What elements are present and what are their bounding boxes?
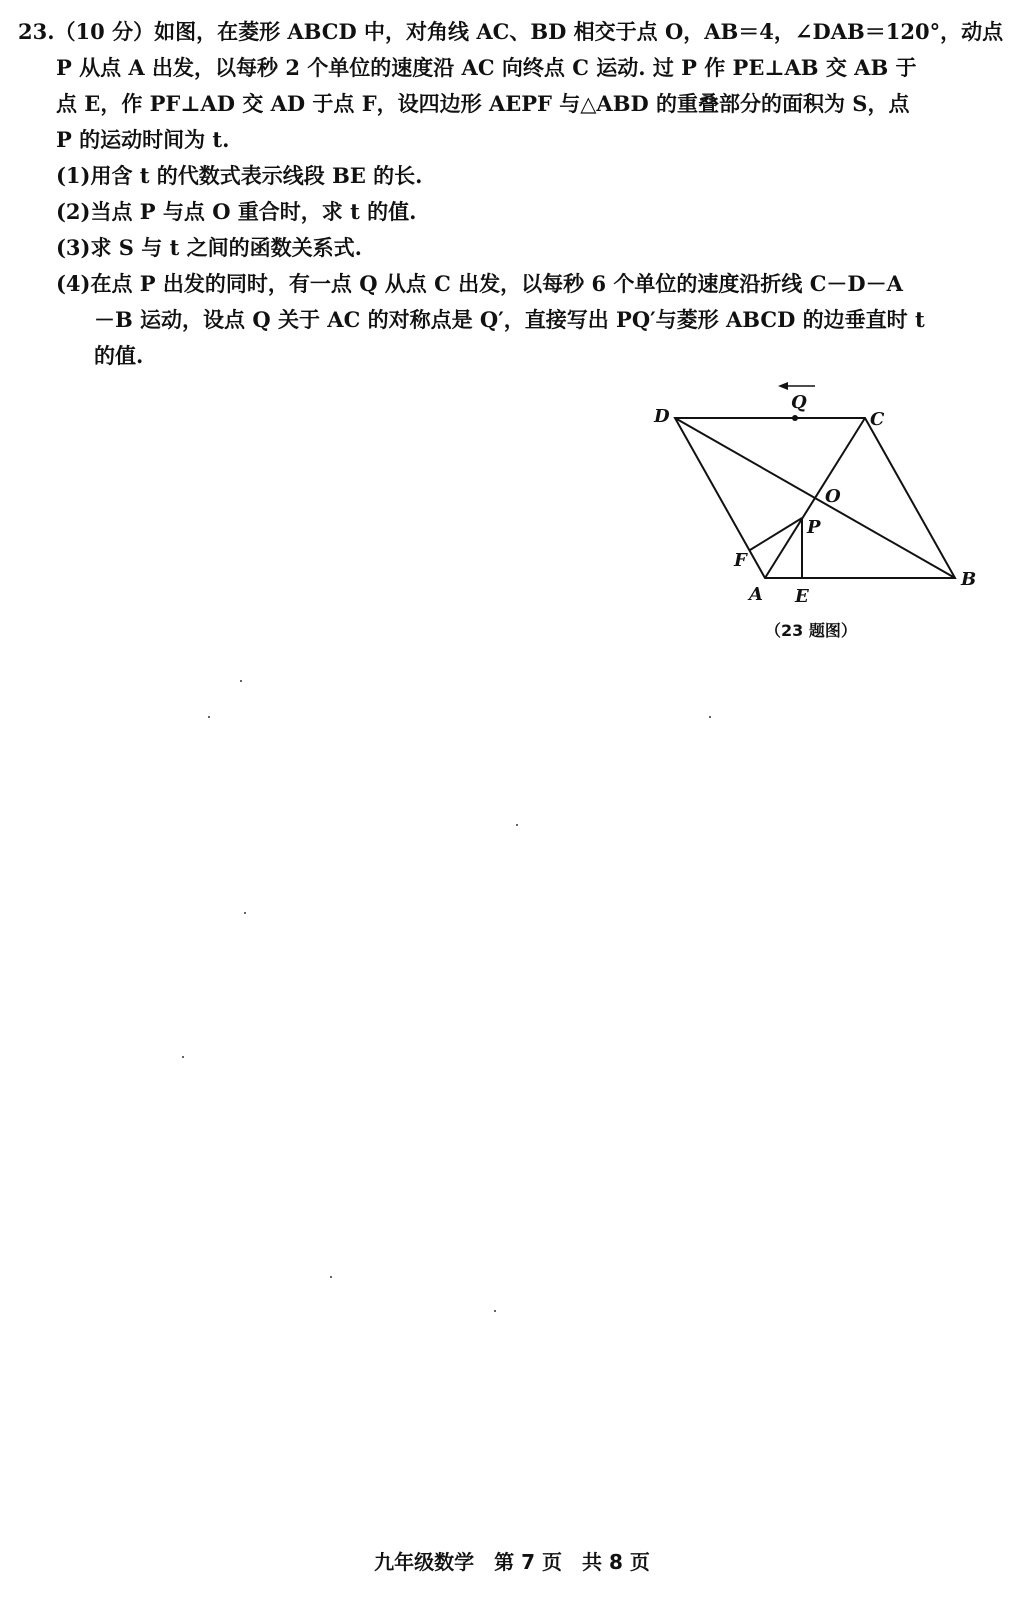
scan-speck [182, 1056, 184, 1058]
label-q: Q [791, 392, 807, 413]
part-1: (1)用含 t 的代数式表示线段 BE 的长. [56, 163, 423, 188]
label-d: D [654, 406, 670, 427]
scan-speck [330, 1276, 332, 1278]
label-p: P [807, 517, 821, 538]
scan-speck [208, 716, 210, 718]
problem-line-2: P 从点 A 出发，以每秒 2 个单位的速度沿 AC 向终点 C 运动. 过 P 作 PE⊥AB 交 AB 于 [56, 55, 917, 80]
label-c: C [870, 409, 885, 430]
figure-caption: （23 题图） [765, 621, 857, 640]
arrow-head [778, 382, 788, 390]
part-4-line-2: －B 运动，设点 Q 关于 AC 的对称点是 Q′，直接写出 PQ′与菱形 ABCD 的边垂直时 t [94, 307, 925, 332]
scan-speck [240, 680, 242, 682]
label-o: O [825, 486, 841, 507]
segment-pf [750, 518, 802, 550]
part-4-line-1: (4)在点 P 出发的同时，有一点 Q 从点 C 出发，以每秒 6 个单位的速度沿折线 C－D－A [56, 271, 903, 296]
problem-text [18, 14, 1008, 374]
scan-speck [516, 824, 518, 826]
problem-line-4: P 的运动时间为 t. [56, 127, 230, 152]
part-4-line-3: 的值. [94, 343, 144, 368]
problem-line-3: 点 E，作 PF⊥AD 交 AD 于点 F，设四边形 AEPF 与△ABD 的重叠部分的面积为 S，点 [56, 91, 910, 116]
label-b: B [961, 569, 977, 590]
problem-line-1: 23.（10 分）如图，在菱形 ABCD 中，对角线 AC、BD 相交于点 O，AB＝4，∠DAB＝120°，动点 [18, 19, 1004, 44]
part-3: (3)求 S 与 t 之间的函数关系式. [56, 235, 362, 260]
scan-speck [494, 1310, 496, 1312]
scan-speck [709, 716, 711, 718]
rhombus-diagram [650, 378, 990, 618]
scan-speck [244, 912, 246, 914]
rhombus-figure [650, 378, 990, 618]
label-f: F [734, 550, 747, 571]
label-e: E [795, 586, 809, 607]
label-a: A [749, 584, 763, 605]
diagonal-ac [765, 418, 865, 578]
part-2: (2)当点 P 与点 O 重合时，求 t 的值. [56, 199, 417, 224]
page-footer: 九年级数学 第 7 页 共 8 页 [374, 1550, 650, 1574]
point-q [792, 415, 798, 421]
